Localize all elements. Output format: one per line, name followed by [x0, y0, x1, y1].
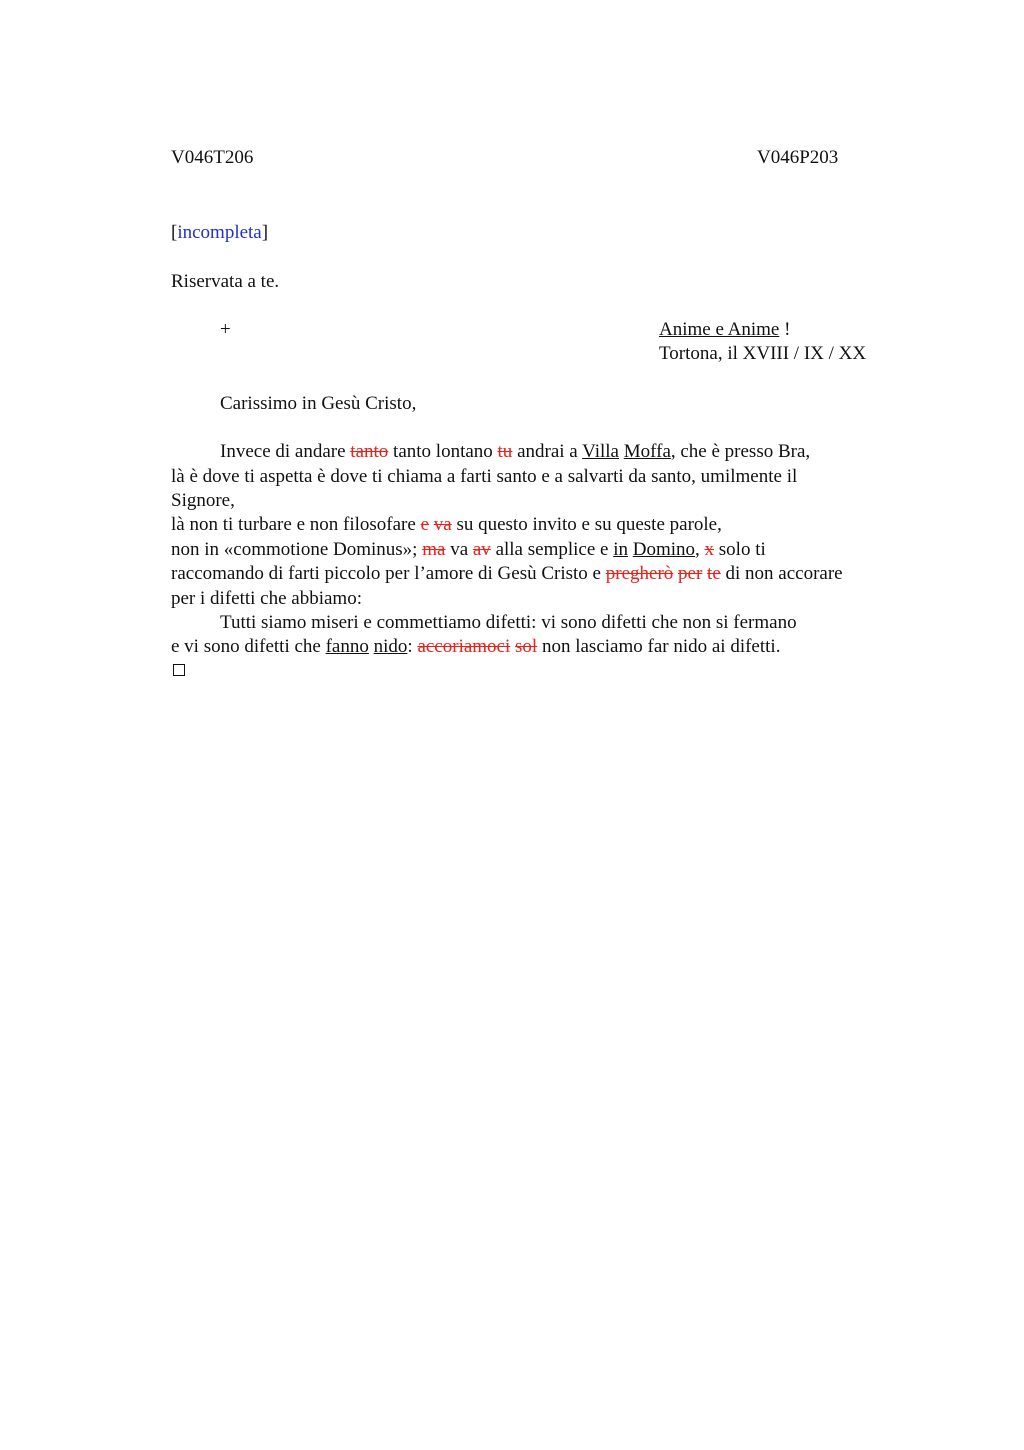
- deleted-word: tu: [497, 441, 513, 462]
- deleted-word: pregherò: [605, 563, 674, 584]
- body-line-7: per i difetti che abbiamo:: [171, 588, 362, 609]
- deleted-word: per: [678, 563, 703, 584]
- cross-symbol: +: [220, 319, 231, 340]
- status-tag: [171, 221, 268, 245]
- underlined-word: fanno: [325, 636, 369, 657]
- place-date: Tortona, il XVIII / IX / XX: [659, 343, 867, 364]
- deleted-word: av: [472, 539, 491, 560]
- underlined-word: in: [613, 539, 628, 560]
- deleted-word: ma: [422, 539, 446, 560]
- deleted-word: accoriamoci: [417, 636, 511, 657]
- document-code-left: V046T206: [171, 147, 254, 168]
- body-line-8: Tutti siamo miseri e commettiamo difetti: vi sono difetti che non si fermano: [220, 612, 797, 633]
- deleted-word: te: [707, 563, 721, 584]
- body-line-6: [171, 562, 843, 586]
- body-line-2: là è dove ti aspetta è dove ti chiama a farti santo e a salvarti da santo, umilmente il: [171, 466, 798, 487]
- status-open-bracket: [: [171, 222, 178, 243]
- body-line-1: [220, 440, 810, 464]
- deleted-word: va: [433, 514, 452, 535]
- body-line-5: [171, 538, 766, 562]
- text: di non accorare: [720, 563, 843, 584]
- text: va: [445, 539, 473, 560]
- text: raccomando di farti piccolo per l’amore di Gesù Cristo e: [171, 563, 606, 584]
- salutation: Carissimo in Gesù Cristo,: [220, 393, 417, 414]
- body-line-4: [171, 513, 722, 537]
- status-close-bracket: ]: [261, 222, 269, 243]
- text: e vi sono difetti che: [171, 636, 326, 657]
- motto-line: [659, 318, 790, 342]
- text: non lasciamo far nido ai difetti.: [537, 636, 781, 657]
- status-label: incompleta: [177, 222, 262, 243]
- deleted-word: e: [420, 514, 429, 535]
- motto-exclamation: !: [779, 319, 791, 340]
- motto: Anime e Anime: [659, 319, 780, 340]
- body-line-3: Signore,: [171, 490, 235, 511]
- body-line-9: [171, 635, 780, 659]
- deleted-word: tanto: [350, 441, 389, 462]
- text: là non ti turbare e non filosofare: [171, 514, 421, 535]
- underlined-word: Domino: [632, 539, 696, 560]
- text: ,: [695, 539, 705, 560]
- text: :: [407, 636, 418, 657]
- text: Invece di andare: [220, 441, 351, 462]
- text: andrai a: [512, 441, 583, 462]
- underlined-word: Moffa: [623, 441, 671, 462]
- text: solo ti: [714, 539, 766, 560]
- deleted-word: sol: [515, 636, 538, 657]
- text: , che è presso Bra,: [670, 441, 811, 462]
- text: non in «commotione Dominus»;: [171, 539, 423, 560]
- deleted-word: x: [704, 539, 715, 560]
- text: tanto lontano: [388, 441, 498, 462]
- text: alla semplice e: [490, 539, 614, 560]
- end-marker-box: [173, 664, 185, 676]
- reserved-note: Riservata a te.: [171, 271, 280, 292]
- underlined-word: nido: [373, 636, 408, 657]
- text: su questo invito e su queste parole,: [451, 514, 722, 535]
- underlined-word: Villa: [582, 441, 619, 462]
- document-code-right: V046P203: [757, 147, 839, 168]
